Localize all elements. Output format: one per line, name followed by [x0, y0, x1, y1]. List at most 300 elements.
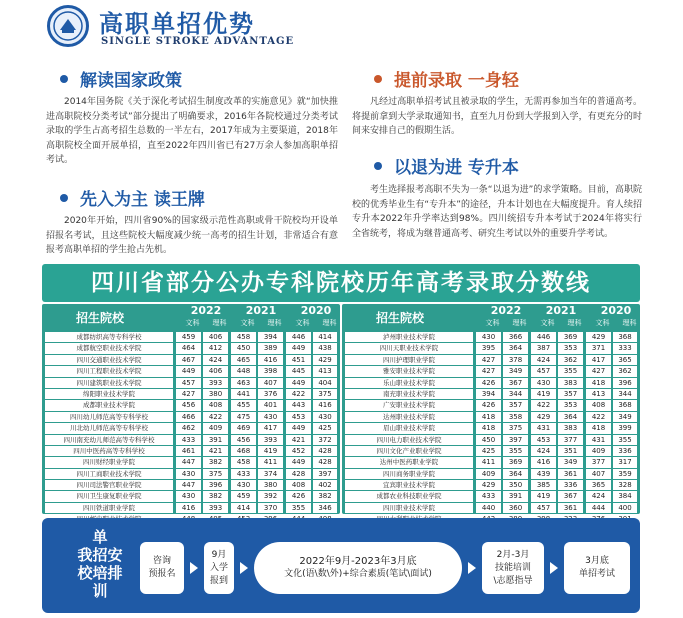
- score-cell: 429: [586, 332, 611, 342]
- score-cell: 446: [531, 332, 556, 342]
- table-row: [345, 355, 637, 366]
- school-name-cell: 四川电力职业技术学院: [345, 435, 473, 445]
- score-cell: 371: [586, 343, 611, 353]
- header-science: 理科: [322, 319, 337, 327]
- score-cell: 448: [231, 366, 256, 376]
- score-cell: 446: [286, 332, 311, 342]
- school-name-cell: 四川司法警官职业学院: [45, 480, 173, 490]
- score-cell: 369: [503, 457, 528, 467]
- score-cell: 428: [286, 469, 311, 479]
- header-arts: 文科: [295, 319, 310, 327]
- table-row: [45, 480, 337, 491]
- score-cell: 430: [231, 480, 256, 490]
- score-cell: 393: [203, 378, 228, 388]
- school-name-cell: 川北幼儿师范高等专科学校: [45, 423, 173, 433]
- score-cell: 427: [586, 366, 611, 376]
- score-cell: 457: [531, 503, 556, 513]
- score-cell: 416: [531, 457, 556, 467]
- score-cell: 399: [613, 423, 637, 433]
- score-cell: 461: [176, 446, 201, 456]
- table-row: [45, 457, 337, 468]
- score-cell: 441: [231, 389, 256, 399]
- table-row: [45, 355, 337, 366]
- section-text-upgrade: 考生选择报考高职不失为一条“以退为进”的求学策略。目前，高职院校的优秀毕业生有“专升本”的途径，升本计划也在大幅度提升。育人续招专升本2022年升学率达到98%。四川统招专升本考试于2024年将实行全省统考，将成为继普通高考、研究生考试以外的重要升学考试。: [352, 185, 642, 239]
- score-cell: 447: [176, 457, 201, 467]
- score-cell: 355: [503, 446, 528, 456]
- score-cell: 407: [586, 469, 611, 479]
- score-cell: 350: [503, 480, 528, 490]
- score-cell: 449: [286, 423, 311, 433]
- score-cell: 416: [258, 355, 283, 365]
- score-cell: 433: [176, 435, 201, 445]
- table-header: [42, 304, 340, 330]
- score-cell: 389: [258, 343, 283, 353]
- score-cell: 430: [176, 469, 201, 479]
- score-cell: 430: [531, 378, 556, 388]
- score-cell: 358: [503, 412, 528, 422]
- score-cell: 429: [531, 412, 556, 422]
- score-cell: 408: [586, 400, 611, 410]
- table-header: [342, 304, 640, 330]
- school-name-cell: 四川文化产业职业学院: [345, 446, 473, 456]
- table-row: [345, 389, 637, 400]
- school-name-cell: 四川商务职业学院: [345, 469, 473, 479]
- score-cell: 456: [176, 400, 201, 410]
- score-cell: 409: [586, 446, 611, 456]
- score-cell: 413: [586, 389, 611, 399]
- score-cell: 383: [558, 423, 583, 433]
- score-cell: 375: [503, 423, 528, 433]
- bullet-dot-icon: [60, 194, 68, 202]
- score-cell: 365: [613, 355, 637, 365]
- school-name-cell: 四川中医药高等专科学校: [45, 446, 173, 456]
- school-name-cell: 雅安职业技术学院: [345, 366, 473, 376]
- table-body: [45, 332, 337, 526]
- school-name-cell: 成都航空职业技术学院: [45, 343, 173, 353]
- score-cell: 395: [476, 343, 501, 353]
- score-cell: 408: [286, 480, 311, 490]
- score-cell: 416: [313, 400, 337, 410]
- score-cell: 372: [313, 435, 337, 445]
- score-cell: 392: [258, 491, 283, 501]
- school-name-cell: 四川天职业技术学院: [345, 343, 473, 353]
- section-heading-upgrade: 以退为进 专升本: [374, 153, 519, 178]
- score-cell: 357: [503, 400, 528, 410]
- score-cell: 394: [476, 389, 501, 399]
- score-cell: 475: [231, 412, 256, 422]
- score-cell: 431: [586, 435, 611, 445]
- score-cell: 367: [503, 378, 528, 388]
- score-cell: 408: [203, 400, 228, 410]
- score-cell: 458: [231, 457, 256, 467]
- school-name-cell: 绵阳职业技术学院: [45, 389, 173, 399]
- score-cell: 459: [231, 491, 256, 501]
- score-table-right: [342, 304, 640, 514]
- flow-step-courses: 2022年9月-2023年3月底 文化(语\数\外)+综合素质(笔试\面试): [254, 542, 462, 594]
- score-cell: 414: [313, 332, 337, 342]
- score-cell: 430: [313, 412, 337, 422]
- header-arts: 文科: [185, 319, 200, 327]
- table-row: [45, 389, 337, 400]
- school-name-cell: 广安职业技术学院: [345, 400, 473, 410]
- score-cell: 368: [613, 400, 637, 410]
- score-cell: 359: [613, 469, 637, 479]
- score-cell: 424: [586, 491, 611, 501]
- score-cell: 452: [286, 446, 311, 456]
- score-cell: 362: [558, 355, 583, 365]
- score-cell: 433: [231, 469, 256, 479]
- score-cell: 419: [258, 446, 283, 456]
- score-cell: 411: [258, 457, 283, 467]
- score-cell: 451: [286, 355, 311, 365]
- score-cell: 391: [503, 491, 528, 501]
- school-name-cell: 成都纺织高等专科学校: [45, 332, 173, 342]
- score-cell: 417: [586, 355, 611, 365]
- score-cell: 465: [231, 355, 256, 365]
- section-text-early: 凡经过高职单招考试且被录取的学生，无需再参加当年的普通高考。将提前拿到大学录取通知书，直至九月份到大学报到入学，有更充分的时间来安排自己的假期生活。: [352, 97, 642, 136]
- school-emblem-icon: [52, 10, 84, 42]
- score-cell: 422: [203, 412, 228, 422]
- score-cell: 440: [476, 503, 501, 513]
- score-cell: 377: [586, 457, 611, 467]
- table-row: [345, 480, 637, 491]
- table-row: [45, 435, 337, 446]
- score-cell: 449: [286, 343, 311, 353]
- score-cell: 336: [613, 446, 637, 456]
- score-cell: 427: [176, 389, 201, 399]
- score-cell: 426: [286, 491, 311, 501]
- table-body: [345, 332, 637, 526]
- score-cell: 455: [231, 400, 256, 410]
- score-cell: 424: [531, 446, 556, 456]
- score-cell: 418: [586, 378, 611, 388]
- header-year-2021: 2021: [245, 304, 277, 317]
- score-cell: 464: [176, 343, 201, 353]
- school-name-cell: 四川南充幼儿师范高等专科学校: [45, 435, 173, 445]
- bullet-dot-icon: [374, 75, 382, 83]
- table-row: [45, 400, 337, 411]
- score-cell: 355: [558, 366, 583, 376]
- score-cell: 418: [476, 412, 501, 422]
- score-cell: 417: [258, 423, 283, 433]
- score-cell: 428: [313, 457, 337, 467]
- score-cell: 355: [613, 435, 637, 445]
- score-table-left: [42, 304, 340, 514]
- school-name-cell: 宜宾职业技术学院: [345, 480, 473, 490]
- score-cell: 411: [476, 457, 501, 467]
- table-row: [45, 446, 337, 457]
- header-science: 理科: [512, 319, 527, 327]
- score-cell: 430: [476, 332, 501, 342]
- score-cell: 380: [258, 480, 283, 490]
- score-cell: 422: [286, 389, 311, 399]
- header-school: 招生院校: [75, 311, 124, 325]
- score-cell: 447: [176, 480, 201, 490]
- score-cell: 362: [613, 366, 637, 376]
- score-cell: 398: [258, 366, 283, 376]
- score-cell: 400: [613, 503, 637, 513]
- school-name-cell: 四川职业技术学院: [345, 503, 473, 513]
- section-heading-first: 先入为主 读王牌: [60, 185, 205, 210]
- school-name-cell: 乐山职业技术学院: [345, 378, 473, 388]
- header-arts: 文科: [240, 319, 255, 327]
- school-name-cell: 南充职业技术学院: [345, 389, 473, 399]
- score-cell: 429: [313, 355, 337, 365]
- header-year-2022: 2022: [490, 304, 522, 317]
- score-cell: 333: [613, 343, 637, 353]
- table-row: [345, 446, 637, 457]
- score-cell: 444: [586, 503, 611, 513]
- school-name-cell: 成都职业技术学院: [45, 400, 173, 410]
- arrow-right-icon: [468, 562, 476, 574]
- score-cell: 353: [558, 400, 583, 410]
- score-cell: 393: [258, 435, 283, 445]
- score-cell: 419: [531, 491, 556, 501]
- table-row: [45, 366, 337, 377]
- score-cell: 401: [258, 400, 283, 410]
- score-cell: 364: [503, 343, 528, 353]
- score-cell: 449: [286, 378, 311, 388]
- score-cell: 439: [531, 469, 556, 479]
- score-cell: 361: [558, 503, 583, 513]
- table-row: [345, 503, 637, 514]
- score-cell: 406: [203, 366, 228, 376]
- header-arts: 文科: [595, 319, 610, 327]
- school-name-cell: 达州职业技术学院: [345, 412, 473, 422]
- score-cell: 450: [231, 343, 256, 353]
- section-heading-policy: 解读国家政策: [60, 66, 182, 91]
- score-cell: 349: [558, 457, 583, 467]
- table-row: [345, 491, 637, 502]
- score-cell: 424: [531, 355, 556, 365]
- score-cell: 438: [313, 343, 337, 353]
- table-row: [345, 378, 637, 389]
- header-science: 理科: [622, 319, 637, 327]
- score-cell: 351: [558, 446, 583, 456]
- page-title: 高职单招优势: [99, 10, 255, 38]
- school-logo: [47, 5, 89, 47]
- section-text-policy: 2014年国务院《关于深化考试招生制度改革的实施意见》就“加快推进高职院校分类考试”部分提出了明确要求，2016年各院校通过分类考试录取的学生占高考招生总数的一半左右，2017年成为主要渠道，2018年高职院校全面开展单招，直至2022年四川省已有27万余人参加高职单招考试。: [46, 97, 338, 165]
- school-name-cell: 四川财经职业学院: [45, 457, 173, 467]
- school-name-cell: 眉山职业技术学院: [345, 423, 473, 433]
- score-cell: 382: [203, 457, 228, 467]
- table-row: [345, 412, 637, 423]
- table-row: [45, 378, 337, 389]
- score-cell: 344: [503, 389, 528, 399]
- score-cell: 418: [586, 423, 611, 433]
- score-cell: 453: [531, 435, 556, 445]
- score-cell: 414: [231, 503, 256, 513]
- score-cell: 353: [558, 343, 583, 353]
- table-row: [345, 400, 637, 411]
- school-name-cell: 四川工程职业技术学院: [45, 366, 173, 376]
- score-cell: 396: [613, 378, 637, 388]
- score-cell: 421: [286, 435, 311, 445]
- arrow-right-icon: [190, 562, 198, 574]
- flow-title: 单 我招安 校培排 训: [77, 528, 123, 600]
- bullet-dot-icon: [60, 75, 68, 83]
- score-cell: 380: [203, 389, 228, 399]
- score-cell: 360: [503, 503, 528, 513]
- score-cell: 382: [203, 491, 228, 501]
- score-cell: 421: [203, 446, 228, 456]
- header-arts: 文科: [485, 319, 500, 327]
- score-cell: 365: [586, 480, 611, 490]
- score-cell: 445: [286, 366, 311, 376]
- score-cell: 364: [558, 412, 583, 422]
- score-cell: 377: [558, 435, 583, 445]
- score-cell: 450: [476, 435, 501, 445]
- score-cell: 397: [313, 469, 337, 479]
- header-year-2020: 2020: [300, 304, 332, 317]
- table-row: [45, 491, 337, 502]
- page-subtitle: SINGLE STROKE ADVANTAGE: [101, 36, 295, 47]
- flow-step-exam: 3月底 单招考试: [564, 542, 630, 594]
- header-science: 理科: [567, 319, 582, 327]
- score-cell: 469: [231, 423, 256, 433]
- arrow-right-icon: [240, 562, 248, 574]
- score-cell: 385: [531, 480, 556, 490]
- score-cell: 426: [476, 400, 501, 410]
- score-cell: 409: [476, 469, 501, 479]
- score-cell: 370: [258, 503, 283, 513]
- score-cell: 409: [203, 423, 228, 433]
- score-cell: 416: [176, 503, 201, 513]
- flow-step-consult: 咨询 预报名: [140, 542, 184, 594]
- school-name-cell: 达州中医药职业学院: [345, 457, 473, 467]
- score-cell: 457: [176, 378, 201, 388]
- score-cell: 336: [558, 480, 583, 490]
- score-cell: 366: [503, 332, 528, 342]
- score-cell: 404: [313, 378, 337, 388]
- school-name-cell: 四川建筑职业技术学院: [45, 378, 173, 388]
- table-row: [345, 343, 637, 354]
- score-cell: 457: [531, 366, 556, 376]
- score-cell: 393: [203, 503, 228, 513]
- header-year-2020: 2020: [600, 304, 632, 317]
- score-cell: 424: [203, 355, 228, 365]
- score-cell: 394: [258, 332, 283, 342]
- table-row: [45, 469, 337, 480]
- score-cell: 430: [258, 412, 283, 422]
- school-name-cell: 泸州职业技术学院: [345, 332, 473, 342]
- bullet-dot-icon: [374, 162, 382, 170]
- score-cell: 458: [231, 332, 256, 342]
- score-cell: 375: [313, 389, 337, 399]
- flow-step-skills: 2月-3月 技能培训 \志愿指导: [482, 542, 544, 594]
- score-cell: 367: [558, 491, 583, 501]
- score-cell: 384: [613, 491, 637, 501]
- score-cell: 364: [503, 469, 528, 479]
- table-row: [345, 332, 637, 343]
- training-flow: [42, 518, 640, 613]
- score-cell: 349: [613, 412, 637, 422]
- score-cell: 344: [613, 389, 637, 399]
- school-name-cell: 四川卫生康复职业学院: [45, 491, 173, 501]
- score-cell: 462: [176, 423, 201, 433]
- score-cell: 412: [203, 343, 228, 353]
- table-row: [45, 343, 337, 354]
- header-science: 理科: [267, 319, 282, 327]
- score-cell: 449: [286, 457, 311, 467]
- score-cell: 368: [613, 332, 637, 342]
- school-name-cell: 四川交通职业技术学院: [45, 355, 173, 365]
- score-cell: 422: [531, 400, 556, 410]
- table-row: [345, 366, 637, 377]
- table-row: [45, 423, 337, 434]
- score-cell: 428: [313, 446, 337, 456]
- score-cell: 361: [558, 469, 583, 479]
- score-cell: 406: [203, 332, 228, 342]
- section-heading-early: 提前录取 一身轻: [374, 66, 519, 91]
- score-cell: 427: [476, 355, 501, 365]
- school-name-cell: 四川工商职业技术学院: [45, 469, 173, 479]
- score-cell: 466: [176, 412, 201, 422]
- table-row: [345, 469, 637, 480]
- score-cell: 427: [476, 366, 501, 376]
- flow-step-enroll: 9月 入学 报到: [204, 542, 234, 594]
- score-cell: 453: [286, 412, 311, 422]
- table-row: [345, 423, 637, 434]
- score-cell: 317: [613, 457, 637, 467]
- score-cell: 422: [586, 412, 611, 422]
- header-school: 招生院校: [375, 311, 424, 325]
- score-cell: 355: [286, 503, 311, 513]
- score-cell: 397: [503, 435, 528, 445]
- header-science: 理科: [212, 319, 227, 327]
- score-table-banner: 四川省部分公办专科院校历年高考录取分数线: [42, 264, 640, 302]
- score-cell: 383: [558, 378, 583, 388]
- score-cell: 391: [203, 435, 228, 445]
- school-name-cell: 成都农业科技职业学院: [345, 491, 473, 501]
- score-cell: 349: [503, 366, 528, 376]
- score-cell: 369: [558, 332, 583, 342]
- score-cell: 374: [258, 469, 283, 479]
- table-row: [345, 435, 637, 446]
- score-cell: 468: [231, 446, 256, 456]
- score-cell: 418: [476, 423, 501, 433]
- score-cell: 459: [176, 332, 201, 342]
- score-cell: 346: [313, 503, 337, 513]
- score-cell: 328: [613, 480, 637, 490]
- score-cell: 376: [258, 389, 283, 399]
- score-cell: 463: [231, 378, 256, 388]
- score-cell: 430: [176, 491, 201, 501]
- score-cell: 419: [531, 389, 556, 399]
- header: [0, 0, 683, 70]
- score-cell: 396: [203, 480, 228, 490]
- school-name-cell: 四川幼儿师范高等专科学校: [45, 412, 173, 422]
- score-cell: 382: [313, 491, 337, 501]
- score-cell: 387: [531, 343, 556, 353]
- score-cell: 413: [313, 366, 337, 376]
- score-cell: 378: [503, 355, 528, 365]
- table-row: [45, 412, 337, 423]
- school-name-cell: 四川铁道职业学院: [45, 503, 173, 513]
- score-cell: 443: [286, 400, 311, 410]
- header-year-2022: 2022: [190, 304, 222, 317]
- table-row: [45, 503, 337, 514]
- school-name-cell: 四川护理职业学院: [345, 355, 473, 365]
- score-cell: 402: [313, 480, 337, 490]
- score-cell: 357: [558, 389, 583, 399]
- score-cell: 467: [176, 355, 201, 365]
- header-arts: 文科: [540, 319, 555, 327]
- score-cell: 433: [476, 491, 501, 501]
- score-cell: 429: [476, 480, 501, 490]
- score-cell: 449: [176, 366, 201, 376]
- header-year-2021: 2021: [545, 304, 577, 317]
